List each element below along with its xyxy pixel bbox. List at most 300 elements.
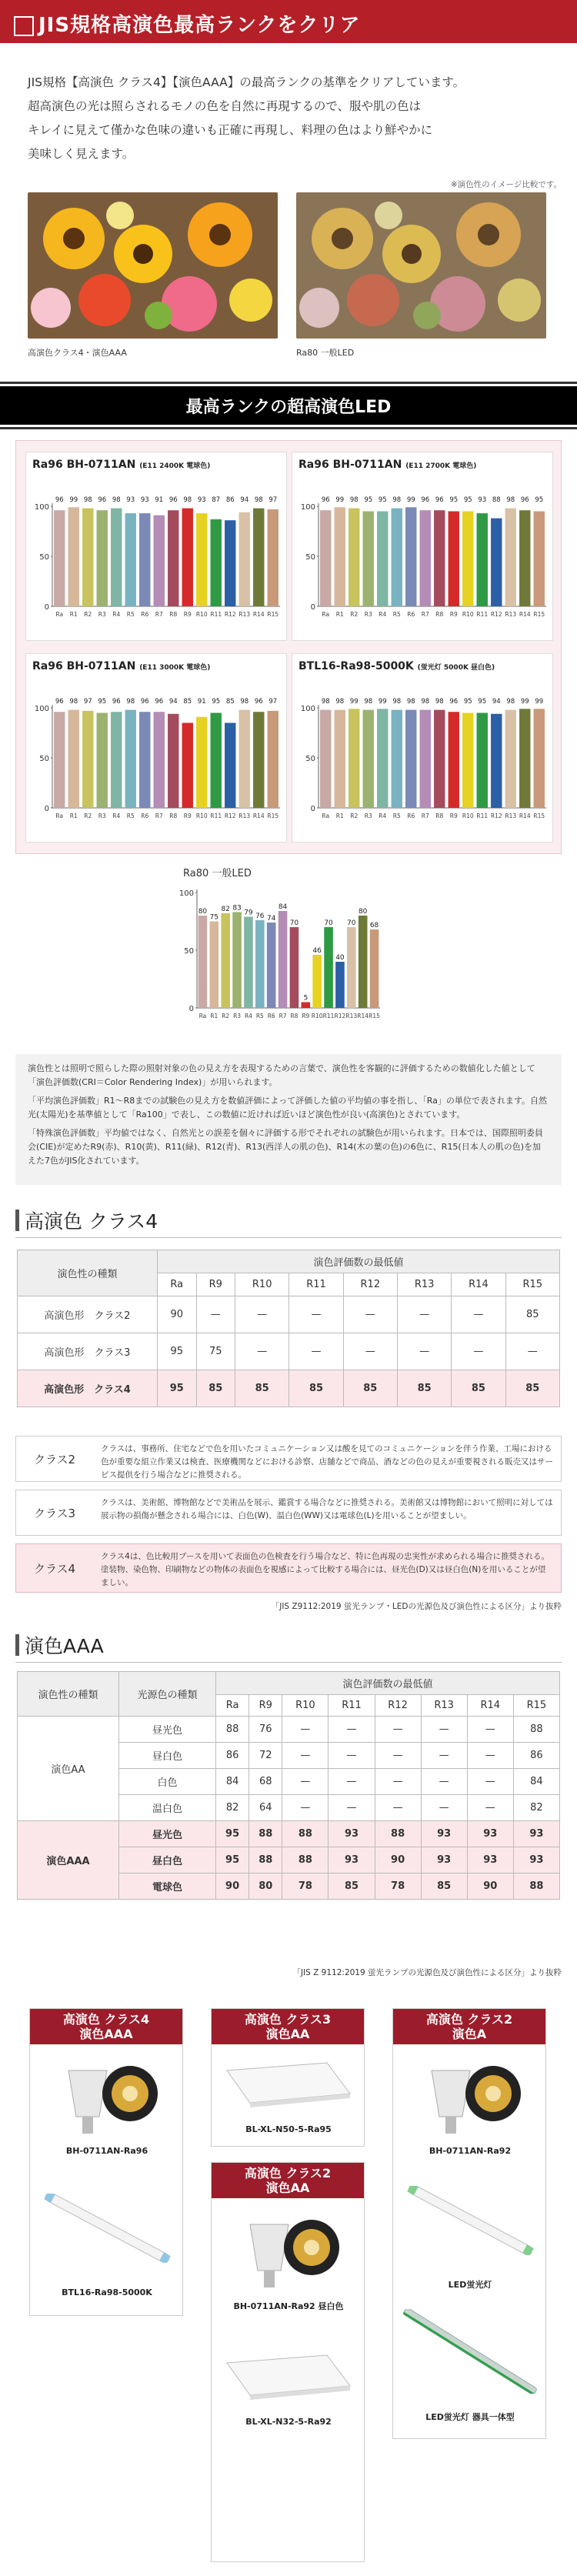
cell: — [282,1743,329,1769]
cell: 88 [216,1717,249,1743]
group-name: 演色AAA [18,1821,119,1900]
bar [111,712,122,808]
cell: — [343,1333,397,1370]
bar [211,713,222,809]
row-name: 高演色形 クラス2 [18,1296,158,1333]
cell: — [397,1296,451,1333]
x-tick-label: R12 [334,1013,346,1019]
y-tick-label: 0 [310,603,315,612]
bar [125,513,136,606]
data-label: 98 [254,496,263,504]
bar [244,917,253,1009]
data-label: 93 [140,496,149,504]
col-type-header: 演色性の種類 [18,1250,158,1296]
cell: — [282,1717,329,1743]
data-label: 70 [289,919,299,927]
cell: 93 [467,1821,513,1847]
bar [462,713,473,809]
bar [278,911,288,1008]
bar [477,713,488,809]
explanation-p1: 演色性とは照明で照らした際の照射対象の色の見え方を表現するための言葉で、演色性を客観的に評価するための数値化した値として「演色評価数(CRI＝Color Rendering Index)」が用いられます。 [28,1063,535,1087]
data-label: 96 [55,698,64,706]
aaa-table [17,1671,560,1900]
bar [255,920,265,1008]
bar [267,923,276,1008]
led-bulb-image [235,2209,342,2294]
y-tick-label: 0 [310,805,315,813]
cell: — [235,1296,289,1333]
bar [324,927,333,1008]
bar [139,513,150,606]
data-label: 98 [435,698,444,706]
x-tick-label: R13 [345,1013,358,1019]
cell: 84 [216,1769,249,1795]
col-header: R13 [421,1695,467,1717]
cell: 85 [343,1370,397,1407]
bar [68,507,79,606]
data-label: 98 [83,496,92,504]
bar [449,712,459,808]
table-row [18,1821,560,1847]
bar [168,714,178,808]
data-label: 95 [212,698,221,706]
x-tick-label: R3 [98,813,106,819]
product-name: LED蛍光灯 [448,2280,492,2290]
x-tick-label: R14 [252,611,265,618]
y-tick-label: 100 [34,705,49,713]
bar [359,916,368,1008]
product-card-class2aa[interactable] [211,2162,365,2562]
data-label: 95 [478,698,487,706]
page-title: JIS規格高演色最高ランクをクリア [38,14,361,37]
explanation-p2: 「平均演色評価数」R1〜R8までの試験色の見え方を数値評価によって評価した値の平均値の事を指し、「Ra」の単位で表されます。自然光(太陽光)を基準値として「Ra100」で表し、この数値に近ければ近いほど演色性が良い(高演色)とされています。 [28,1096,548,1119]
card-head: 高演色 クラス3 [244,2012,332,2027]
data-label: 85 [225,698,235,706]
x-tick-label: R15 [267,611,279,618]
x-tick-label: R1 [69,611,78,618]
data-label: 94 [240,496,249,504]
cell: — [375,1743,421,1769]
x-tick-label: R15 [533,813,545,819]
x-tick-label: R2 [350,611,359,618]
data-label: 98 [321,698,330,706]
data-label: 96 [112,698,121,706]
cell: — [375,1769,421,1795]
cell: 88 [249,1821,282,1847]
bar-chart [292,654,554,843]
cell: — [421,1743,467,1769]
x-tick-label: R10 [462,611,474,618]
bar-chart [26,452,288,642]
cell: — [329,1769,375,1795]
cell: — [397,1333,451,1370]
product-card-class3[interactable] [211,2008,365,2147]
data-label: 96 [168,496,178,504]
product-name: BL-XL-N50-5-Ra95 [245,2124,332,2134]
y-tick-label: 50 [39,553,49,562]
col-header: Ra [158,1273,197,1296]
card-head: 高演色 クラス4 [62,2012,150,2027]
ceiling-light-image [219,2055,358,2117]
data-label: 91 [197,698,206,706]
cell: 88 [513,1874,559,1900]
bar [420,710,431,808]
data-label: 99 [335,496,345,504]
x-tick-label: R13 [505,813,517,819]
cell: 85 [397,1370,451,1407]
bar [139,712,150,808]
light-name: 昼白色 [119,1743,216,1769]
col-header: R15 [505,1273,559,1296]
cell: 93 [513,1821,559,1847]
cell: 88 [249,1847,282,1874]
cell: 85 [289,1370,343,1407]
bar [97,713,108,809]
bar [253,509,264,606]
table-row [18,1296,560,1333]
x-tick-label: R10 [195,813,208,819]
x-tick-label: R9 [449,813,458,819]
bar [505,509,516,606]
cri-chart-1 [25,452,287,641]
bouquet-photo-high-cri [28,192,278,339]
bar [491,519,502,606]
x-tick-label: R2 [84,611,92,618]
y-tick-label: 50 [305,755,315,763]
x-tick-label: R13 [505,611,517,618]
x-tick-label: Ra [322,611,330,618]
aaa-source: 「JIS Z 9112:2019 蛍光ランプの光源色及び演色性による区分」より抜粋 [292,1968,562,1977]
cell: — [343,1296,397,1333]
data-label: 75 [209,913,219,922]
data-label: 99 [520,698,529,706]
data-label: 96 [520,496,529,504]
data-label: 85 [183,698,192,706]
def-key: クラス2 [33,1452,76,1467]
data-label: 98 [112,496,121,504]
led-tube-image [401,2186,539,2255]
bar [377,709,388,808]
cell: — [421,1769,467,1795]
x-tick-label: R7 [421,611,429,618]
bar [210,922,219,1009]
explanation-p3: 「特殊演色評価数」平均値ではなく、自然光との誤差を個々に評価する形でそれぞれの試験色が用いられます。日本では、国際照明委員会(CIE)が定めたR9(赤)、R10(黄)、R11(緑)、R12(青)、R13(西洋人の肌の色)、R14(木の葉の色)の6色に、R15(日本人の肌の色)を加えた7色がJIS化されています。 [28,1128,543,1166]
cell: 88 [375,1821,421,1847]
x-tick-label: R9 [183,813,192,819]
chart-subtitle: (E11 2400K 電球色) [139,462,211,470]
cell: 93 [467,1847,513,1874]
x-tick-label: R15 [533,611,545,618]
light-name: 昼白色 [119,1847,216,1874]
bar [434,510,445,606]
col-header: R9 [196,1273,235,1296]
y-tick-label: 50 [184,947,194,956]
x-tick-label: R10 [462,813,474,819]
x-tick-label: R5 [392,813,401,819]
bar [420,510,431,606]
led-tube-image [38,2194,176,2263]
y-tick-label: 0 [44,603,49,612]
cell: 84 [513,1769,559,1795]
x-tick-label: R15 [267,813,279,819]
data-label: 98 [506,698,515,706]
bar [196,513,207,606]
data-label: 95 [364,496,373,504]
bar [168,510,178,606]
def-key: クラス3 [33,1506,76,1520]
cell: 85 [196,1370,235,1407]
bar [54,712,65,808]
bar [182,723,193,809]
bar [125,710,136,808]
cri-chart-3 [25,653,287,843]
square-icon [14,16,34,36]
data-label: 98 [183,496,192,504]
cell: 75 [196,1333,235,1370]
x-tick-label: R2 [350,813,359,819]
bar [225,520,235,606]
data-label: 80 [358,908,368,916]
col-header: R10 [235,1273,289,1296]
bar [335,507,345,606]
data-label: 99 [406,496,415,504]
def-class4 [15,1543,562,1593]
data-label: 93 [197,496,206,504]
cell: 85 [421,1874,467,1900]
x-tick-label: R5 [126,813,135,819]
x-tick-label: R1 [335,813,344,819]
cell: — [375,1717,421,1743]
bar [477,513,488,606]
col-group-header: 演色評価数の最低値 [216,1672,560,1695]
x-tick-label: R1 [69,813,78,819]
bar [392,509,402,606]
data-label: 68 [369,922,379,929]
data-label: 98 [364,698,373,706]
cell: — [289,1296,343,1333]
cell: — [467,1795,513,1821]
x-tick-label: R12 [490,611,502,618]
x-tick-label: R11 [476,611,489,618]
x-tick-label: R8 [169,813,178,819]
photo-caption-left: 高演色クラス4・演色AAA [28,348,127,358]
x-tick-label: R13 [238,813,251,819]
y-tick-label: 100 [300,705,315,713]
data-label: 98 [69,698,78,706]
data-label: 5 [303,994,309,1003]
def-value: クラス4は、色比較用ブースを用いて表面色の色検査を行う場合など、特に色再現の忠実性が求められる場合に推奨される。塗装物、染色物、印刷物などの物体の表面色を視感によって比較する場合には、昼光色(D)又は昼白色(N)を用いることが望ましい。 [101,1552,550,1587]
data-label: 95 [449,496,459,504]
card-head: 高演色 クラス2 [425,2012,513,2027]
bar [519,510,530,606]
cell: — [421,1717,467,1743]
data-label: 97 [83,698,92,706]
cell: — [421,1795,467,1821]
y-tick-label: 50 [305,553,315,562]
cell: 85 [505,1370,559,1407]
x-tick-label: R5 [126,611,135,618]
chart-title: Ra96 BH-0711AN [32,459,136,471]
x-tick-label: Ra [322,813,330,819]
data-label: 95 [98,698,107,706]
x-tick-label: R1 [335,611,344,618]
product-card-class4[interactable] [29,2008,183,2316]
cell: 85 [452,1370,505,1407]
data-label: 98 [126,698,135,706]
bar [320,710,331,808]
bar [211,519,222,606]
x-tick-label: R4 [379,611,387,618]
data-label: 96 [155,698,164,706]
x-tick-label: R8 [169,611,178,618]
bar [268,509,278,606]
bar [534,512,545,607]
cell: — [282,1769,329,1795]
x-tick-label: R4 [112,813,121,819]
cell: 72 [249,1743,282,1769]
page-header [0,0,577,43]
intro-line: 美味しく見えます。 [28,147,135,161]
col-header: R14 [452,1273,505,1296]
bar [491,714,502,808]
data-label: 96 [55,496,64,504]
x-tick-label: R6 [407,611,415,618]
cell: 64 [249,1795,282,1821]
chart-title: Ra80 一般LED [183,868,252,879]
data-label: 96 [140,698,149,706]
x-tick-label: R10 [195,611,208,618]
x-tick-label: Ra [55,611,64,618]
bar [239,512,250,606]
bar [405,507,416,606]
bar [349,709,359,808]
cell: 93 [513,1847,559,1874]
intro-line: キレイに見えて僅かな色味の違いも正確に再現し、料理の色はより鮮やかに [28,123,433,137]
cell: 90 [158,1296,197,1333]
x-tick-label: R9 [183,611,192,618]
data-label: 94 [168,698,178,706]
data-label: 74 [266,915,276,923]
x-tick-label: R6 [141,813,149,819]
bar [182,509,193,606]
cell: 86 [513,1743,559,1769]
bar [335,962,345,1008]
data-label: 97 [268,698,278,706]
def-value: クラスは、美術館、博物館などで美術品を展示、鑑賞する場合などに推奨される。美術館又は博物館において照明に対しては展示物の損傷が懸念される場合には、白色(W)、温白色(WW)又は電球色(L)を用いることが望ましい。 [101,1498,553,1520]
cell: 88 [282,1821,329,1847]
x-tick-label: R3 [364,813,372,819]
cri-chart-2 [292,452,553,641]
cell: 95 [216,1847,249,1874]
cell: 93 [421,1847,467,1874]
x-tick-label: Ra [198,1013,207,1019]
card-head: 高演色 クラス2 [244,2166,332,2181]
data-label: 46 [312,947,322,955]
photo-note: ※演色性のイメージ比較です。 [450,180,562,189]
bar [253,712,264,808]
col-header: R9 [249,1695,282,1717]
data-label: 96 [421,496,430,504]
cell: 68 [249,1769,282,1795]
data-label: 98 [506,496,515,504]
data-label: 40 [335,954,345,962]
data-label: 76 [255,913,265,920]
data-label: 95 [463,698,472,706]
bar [405,710,416,808]
cell: — [467,1743,513,1769]
col-header: R11 [289,1273,343,1296]
x-tick-label: R5 [255,1013,264,1019]
x-tick-label: R14 [519,813,531,819]
cell: — [452,1296,505,1333]
x-tick-label: Ra [55,813,64,819]
bar [462,512,473,607]
cell: — [329,1795,375,1821]
x-tick-label: R4 [244,1013,252,1019]
x-tick-label: R9 [302,1013,310,1019]
cell: 78 [282,1874,329,1900]
data-label: 82 [221,906,230,913]
intro-line: 超高演色の光は照らされるモノの色を自然に再現するので、服や肌の色は [28,99,422,113]
light-name: 昼光色 [119,1717,216,1743]
x-tick-label: R3 [364,611,372,618]
col-header: Ra [216,1695,249,1717]
x-tick-label: R12 [224,611,236,618]
bar [221,913,230,1008]
bar [505,710,516,808]
data-label: 70 [347,919,356,927]
bar [377,512,388,607]
group-name: 演色AA [18,1717,119,1821]
x-tick-label: R7 [278,1013,287,1019]
x-tick-label: R8 [435,611,444,618]
bar-chart [292,452,554,642]
product-name: BH-0711AN-Ra92 [429,2146,512,2156]
data-label: 99 [535,698,544,706]
light-name: 電球色 [119,1874,216,1900]
def-class3 [15,1490,562,1536]
product-name: BL-XL-N32-5-Ra92 [245,2417,332,2427]
x-tick-label: R14 [357,1013,369,1019]
light-name: 昼光色 [119,1821,216,1847]
data-label: 96 [449,698,459,706]
class-definitions [15,1436,562,1600]
bar [320,510,331,606]
bouquet-photo-ra80 [296,192,546,339]
product-card-class2a[interactable] [392,2008,546,2439]
cell: 93 [329,1821,375,1847]
bar [154,712,165,808]
bar [434,710,445,808]
data-label: 95 [378,496,387,504]
x-tick-label: R7 [155,813,163,819]
bar [363,512,374,607]
bar [347,927,356,1008]
x-tick-label: R11 [210,813,222,819]
x-tick-label: R4 [379,813,387,819]
x-tick-label: R9 [449,611,458,618]
x-tick-label: R11 [476,813,489,819]
cell: 95 [158,1333,197,1370]
bar [534,709,545,808]
x-tick-label: R10 [311,1013,323,1019]
bar [198,916,208,1008]
bar [449,512,459,607]
cell: — [329,1743,375,1769]
y-tick-label: 100 [178,889,194,898]
cell: 80 [249,1874,282,1900]
cell: — [505,1333,559,1370]
